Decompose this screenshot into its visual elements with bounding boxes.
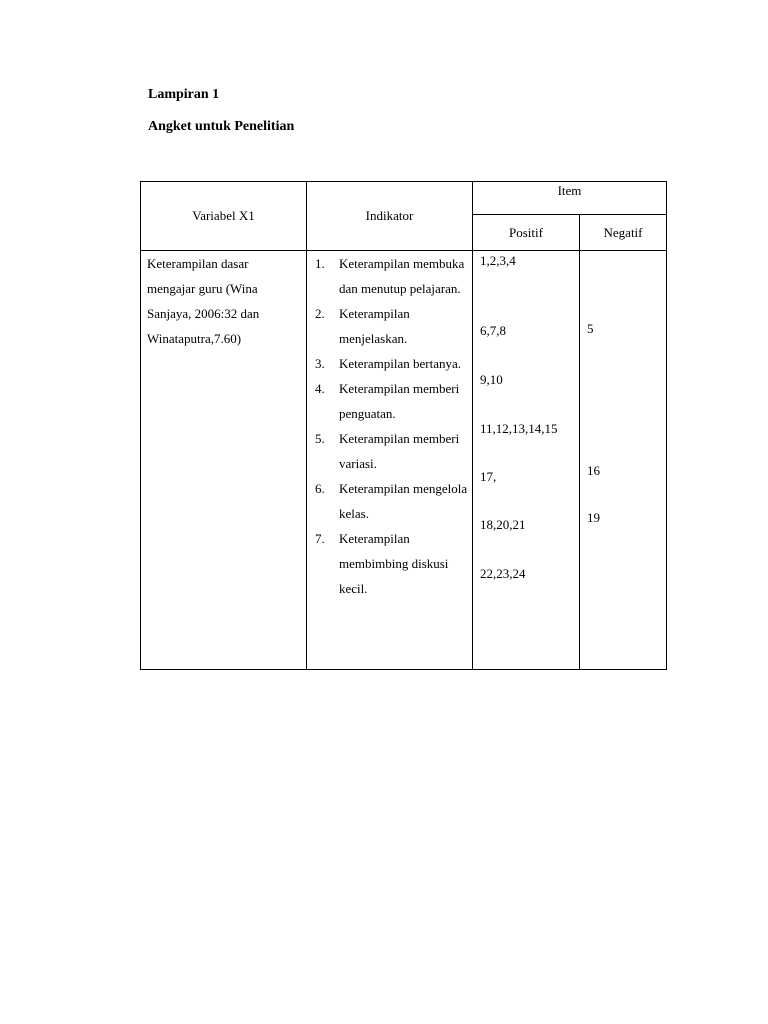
positif-items-2: 6,7,8 — [480, 323, 506, 338]
positif-items-4: 11,12,13,14,15 — [480, 421, 558, 436]
list-item — [307, 251, 473, 301]
header-item: Item — [473, 182, 667, 215]
positif-items-5: 17, — [480, 469, 497, 484]
variabel-description: Keterampilan dasar mengajar guru (Wina Sanjaya, 2006:32 dan Winataputra,7.60) — [147, 256, 260, 346]
list-number: 2. — [315, 306, 325, 321]
list-number: 4. — [315, 381, 325, 396]
indikator-text: Keterampilan membimbing diskusi kecil. — [339, 531, 449, 596]
indikator-text: Keterampilan memberi variasi. — [339, 431, 460, 471]
negatif-items-2: 16 — [587, 463, 600, 478]
list-number: 6. — [315, 481, 325, 496]
indikator-text: Keterampilan bertanya. — [339, 356, 461, 371]
positif-items-7: 22,23,24 — [480, 566, 526, 581]
questionnaire-table — [140, 181, 667, 670]
header-positif: Positif — [473, 215, 580, 251]
negatif-cell — [580, 251, 667, 670]
list-number: 7. — [315, 531, 325, 546]
list-item — [307, 526, 473, 601]
list-number: 5. — [315, 431, 325, 446]
positif-items-1: 1,2,3,4 — [480, 253, 516, 268]
list-number: 3. — [315, 356, 325, 371]
positif-cell — [473, 251, 580, 670]
negatif-items-1: 5 — [587, 321, 594, 336]
indikator-cell — [307, 251, 473, 670]
variabel-cell — [141, 251, 307, 670]
indikator-text: Keterampilan mengelola kelas. — [339, 481, 468, 521]
negatif-items-3: 19 — [587, 510, 600, 525]
list-item — [307, 351, 473, 376]
header-negatif: Negatif — [580, 215, 667, 251]
positif-items-6: 18,20,21 — [480, 517, 526, 532]
list-item — [307, 426, 473, 476]
list-item — [307, 301, 473, 351]
indikator-text: Keterampilan membuka dan menutup pelajaran. — [339, 256, 465, 296]
list-number: 1. — [315, 256, 325, 271]
header-variabel: Variabel X1 — [141, 182, 307, 251]
header-indikator: Indikator — [307, 182, 473, 251]
positif-items-3: 9,10 — [480, 372, 503, 387]
indikator-text: Keterampilan memberi penguatan. — [339, 381, 460, 421]
indikator-list — [307, 251, 473, 601]
table-row — [141, 251, 667, 670]
questionnaire-title: Angket untuk Penelitian — [148, 119, 295, 134]
list-item — [307, 476, 473, 526]
list-item — [307, 376, 473, 426]
appendix-heading: Lampiran 1 — [148, 87, 220, 102]
header-row-top — [141, 182, 667, 215]
indikator-text: Keterampilan menjelaskan. — [339, 306, 410, 346]
